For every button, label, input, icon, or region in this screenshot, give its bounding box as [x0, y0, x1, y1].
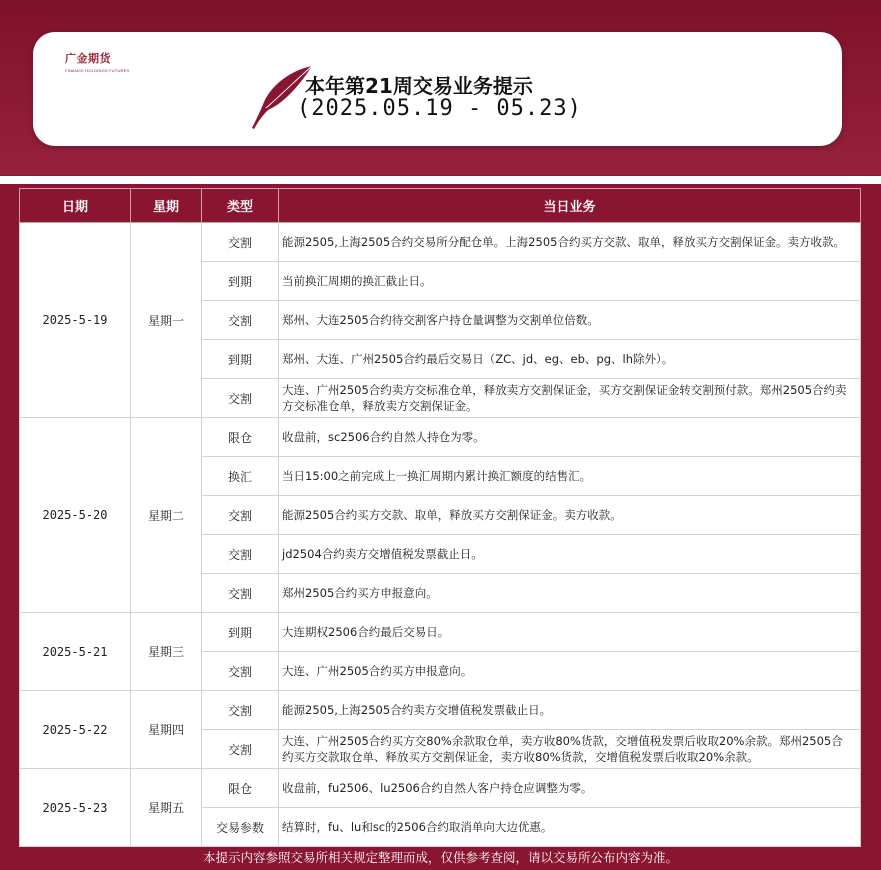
- type-cell: 到期: [202, 262, 279, 301]
- business-cell: 收盘前，fu2506、lu2506合约自然人客户持仓应调整为零。: [279, 769, 861, 808]
- table-row: [20, 223, 861, 262]
- business-table-wrapper: [19, 188, 860, 847]
- business-cell: 能源2505,上海2505合约卖方交增值税发票截止日。: [279, 691, 861, 730]
- type-cell: 交易参数: [202, 808, 279, 847]
- date-cell: 2025-5-20: [20, 418, 131, 613]
- page-title: 本年第21周交易业务提示: [305, 74, 533, 98]
- company-logo: [65, 50, 129, 73]
- type-cell: 到期: [202, 613, 279, 652]
- business-cell: 能源2505,上海2505合约交易所分配仓单。上海2505合约买方交款、取单，释放买方交割保证金。卖方收款。: [279, 223, 861, 262]
- table-row: [20, 613, 861, 652]
- header-divider: [0, 176, 881, 184]
- type-cell: 换汇: [202, 457, 279, 496]
- type-cell: 交割: [202, 379, 279, 418]
- business-cell: 当前换汇周期的换汇截止日。: [279, 262, 861, 301]
- business-cell: 大连、广州2505合约买方交80%余款取仓单，卖方收80%货款，交增值税发票后收取20%余款。郑州2505合约买方交款取仓单、释放买方交割保证金，卖方收80%货款，交增值税发票后收取20%余款。: [279, 730, 861, 769]
- weekday-cell: 星期五: [131, 769, 202, 847]
- type-cell: 交割: [202, 496, 279, 535]
- weekday-cell: 星期四: [131, 691, 202, 769]
- business-table: [19, 188, 861, 847]
- type-cell: 限仓: [202, 418, 279, 457]
- business-cell: 大连期权2506合约最后交易日。: [279, 613, 861, 652]
- header-type: 类型: [202, 189, 279, 223]
- header-date: 日期: [20, 189, 131, 223]
- type-cell: 交割: [202, 301, 279, 340]
- header-weekday: 星期: [131, 189, 202, 223]
- weekday-cell: 星期一: [131, 223, 202, 418]
- business-cell: 收盘前，sc2506合约自然人持仓为零。: [279, 418, 861, 457]
- business-cell: 大连、广州2505合约买方申报意向。: [279, 652, 861, 691]
- business-cell: 结算时，fu、lu和sc的2506合约取消单向大边优惠。: [279, 808, 861, 847]
- header-card: [33, 32, 842, 146]
- business-cell: 郑州2505合约买方申报意向。: [279, 574, 861, 613]
- table-header-row: [20, 189, 861, 223]
- date-range-subtitle: (2025.05.19 - 05.23): [297, 96, 582, 121]
- type-cell: 交割: [202, 574, 279, 613]
- date-cell: 2025-5-19: [20, 223, 131, 418]
- date-cell: 2025-5-22: [20, 691, 131, 769]
- weekday-cell: 星期三: [131, 613, 202, 691]
- logo-english: FINANCE HOLDINGS FUTURES: [65, 68, 130, 73]
- type-cell: 交割: [202, 730, 279, 769]
- logo-chinese: 广金期货: [65, 52, 111, 65]
- weekday-cell: 星期二: [131, 418, 202, 613]
- business-cell: 郑州、大连2505合约待交割客户持仓量调整为交割单位倍数。: [279, 301, 861, 340]
- table-row: [20, 418, 861, 457]
- type-cell: 交割: [202, 691, 279, 730]
- type-cell: 限仓: [202, 769, 279, 808]
- business-cell: 当日15:00之前完成上一换汇周期内累计换汇额度的结售汇。: [279, 457, 861, 496]
- type-cell: 交割: [202, 535, 279, 574]
- business-cell: 郑州、大连、广州2505合约最后交易日（ZC、jd、eg、eb、pg、lh除外）。: [279, 340, 861, 379]
- business-cell: jd2504合约卖方交增值税发票截止日。: [279, 535, 861, 574]
- type-cell: 到期: [202, 340, 279, 379]
- header-business: 当日业务: [279, 189, 861, 223]
- disclaimer-footer: 本提示内容参照交易所相关规定整理而成，仅供参考查阅，请以交易所公布内容为准。: [202, 850, 678, 865]
- table-row: [20, 691, 861, 730]
- business-cell: 能源2505合约买方交款、取单，释放买方交割保证金。卖方收款。: [279, 496, 861, 535]
- date-cell: 2025-5-21: [20, 613, 131, 691]
- date-cell: 2025-5-23: [20, 769, 131, 847]
- table-row: [20, 769, 861, 808]
- business-cell: 大连、广州2505合约卖方交标准仓单，释放卖方交割保证金，买方交割保证金转交割预付款。郑州2505合约卖方交标准仓单，释放卖方交割保证金。: [279, 379, 861, 418]
- type-cell: 交割: [202, 223, 279, 262]
- type-cell: 交割: [202, 652, 279, 691]
